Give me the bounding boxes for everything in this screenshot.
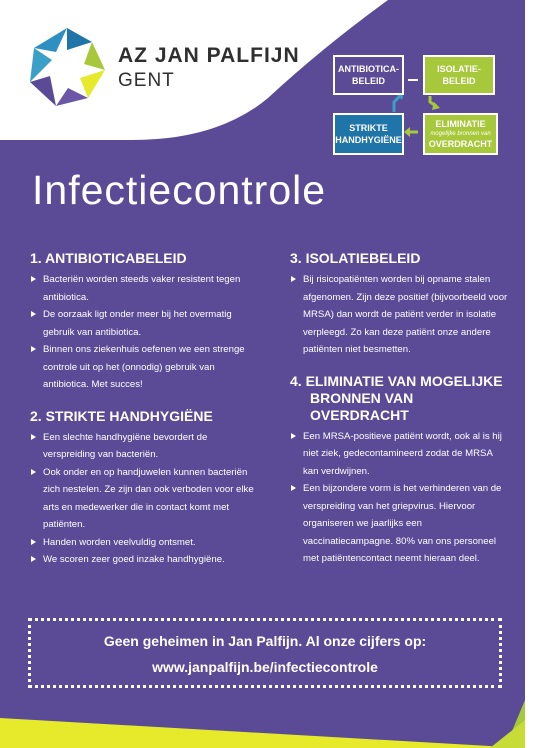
cta-text: Geen geheimen in Jan Palfijn. Al onze cijfers op: [103, 633, 427, 649]
cycle-box-handhygiene [333, 113, 404, 155]
section-list-antibioticabeleid [30, 271, 262, 394]
section-heading-antibioticabeleid: 1. ANTIBIOTICABELEID [30, 250, 187, 266]
brand-name: AZ JAN PALFIJN [118, 44, 300, 67]
section-heading-eliminatie: 4. ELIMINATIE VAN MOGELIJKE [290, 372, 503, 389]
list-item: Bij risicopatiënten worden bij opname stalen afgenomen. Zijn deze positief (bijvoorbeeld voor MRSA) dan wordt de patiënt verder in isolatie verpleegd. Zo kan deze patiënt onze andere patiënten niet besmetten. [290, 271, 508, 359]
list-item: De oorzaak ligt onder meer bij het overmatig gebruik van antibiotica. [30, 306, 262, 341]
cta-link[interactable]: www.janpalfijn.be/infectiecontrole [152, 659, 378, 675]
section-list-isolatiebeleid [290, 271, 508, 359]
list-item: Binnen ons ziekenhuis oefenen we een strenge controle uit op het (onnodig) gebruik van antibiotica. Met succes! [30, 341, 262, 394]
cycle-box-antibioticabeleid [333, 55, 404, 95]
list-item: We scoren zeer goed inzake handhygiëne. [30, 551, 262, 569]
cycle-box-label: HANDHYGIËNE [335, 135, 402, 145]
cycle-box-eliminatie [423, 113, 498, 155]
section-list-handhygiene [30, 429, 262, 569]
list-item: Een bijzondere vorm is het verhinderen van de verspreiding van het griepvirus. Hiervoor organiseren we jaarlijks een vaccinatiecampagne. 80% van ons personeel met patiëntencontact neemt hieraan deel. [290, 480, 508, 568]
section-heading-handhygiene: 2. STRIKTE HANDHYGIËNE [30, 407, 213, 424]
section-heading-isolatiebeleid: 3. ISOLATIEBELEID [290, 250, 421, 266]
section-list-eliminatie [290, 428, 508, 568]
bottom-decoration [0, 690, 533, 748]
hospital-logo-icon [26, 26, 108, 108]
list-item: Een MRSA-positieve patiënt wordt, ook al is hij niet ziek, gedecontamineerd zodat de MRSA kan verdwijnen. [290, 428, 508, 481]
list-item: Bacteriën worden steeds vaker resistent tegen antibiotica. [30, 271, 262, 306]
right-column [290, 250, 508, 582]
right-edge-strip [525, 0, 533, 748]
cycle-box-label: ISOLATIE- [437, 64, 481, 74]
left-column [30, 250, 262, 583]
cycle-box-isolatiebeleid [423, 55, 495, 95]
cycle-box-label: BELEID [351, 76, 385, 86]
list-item: Ook onder en op handjuwelen kunnen bacteriën zich nestelen. Ze zijn dan ook verboden voor elke arts en medewerker die in contact komt met patiënten. [30, 464, 262, 534]
page-title: Infectiecontrole [32, 167, 327, 213]
cycle-box-label: ANTIBIOTICA- [338, 64, 399, 74]
brand-city: GENT [118, 70, 175, 91]
cycle-box-sublabel: mogelijke bronnen van [430, 131, 491, 137]
cycle-box-label: OVERDRACHT [428, 139, 493, 149]
cycle-box-label: STRIKTE [349, 123, 388, 133]
cycle-box-label: ELIMINATIE [435, 119, 486, 129]
cta-box [28, 618, 502, 688]
list-item: Een slechte handhygiëne bevordert de verspreiding van bacteriën. [30, 429, 262, 464]
section-heading-eliminatie-line2: BRONNEN VAN OVERDRACHT [310, 389, 414, 423]
list-item: Handen worden veelvuldig ontsmet. [30, 534, 262, 552]
cycle-box-label: BELEID [442, 76, 476, 86]
